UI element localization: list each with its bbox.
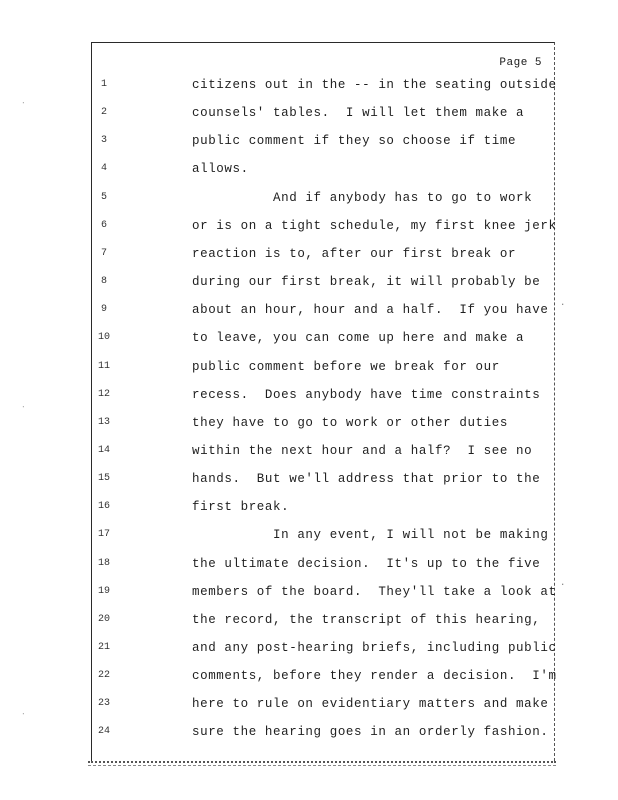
line-number: 12 [97,388,110,400]
line-number: 20 [97,613,110,625]
line-number: 24 [97,726,110,738]
transcript-line-text: hands. But we'll address that prior to the [192,472,541,487]
transcript-line-text: recess. Does anybody have time constraints [192,387,541,402]
transcript-line-text: the ultimate decision. It's up to the five [192,556,541,571]
line-number: 21 [97,642,110,653]
line-number: 5 [100,191,107,203]
line-number: 2 [100,107,107,119]
line-number: 3 [100,135,107,147]
transcript-line-text: the record, the transcript of this hearing, [192,612,541,627]
transcript-line-text: they have to go to work or other duties [192,415,508,430]
line-number: 23 [97,698,110,710]
transcript-line-text: about an hour, hour and a half. If you have [192,303,549,318]
line-number: 14 [97,444,110,456]
line-number: 10 [97,332,110,344]
transcript-line-text: reaction is to, after our first break or [192,246,517,261]
bottom-rule [88,761,556,763]
line-number: 1 [100,79,107,90]
transcript-line-text: citizens out in the -- in the seating outside [192,78,557,92]
transcript-line-text: public comment before we break for our [192,359,500,374]
transcript-line-text: within the next hour and a half? I see no [192,443,533,458]
transcript-line-text: And if anybody has to go to work [192,190,533,205]
line-number: 8 [100,276,107,288]
transcript-line-text: or is on a tight schedule, my first knee jerk [192,218,557,233]
line-number: 6 [100,219,107,231]
transcript-line-text: first break. [192,500,290,515]
bottom-rule-secondary [88,765,556,766]
margin-mark: ᐧ [22,99,25,109]
transcript-line-text: and any post-hearing briefs, including public [192,641,557,655]
line-number: 18 [97,557,110,569]
transcript-line-text: public comment if they so choose if time [192,134,517,149]
line-number: 9 [100,304,107,316]
transcript-line-text: during our first break, it will probably be [192,275,541,290]
margin-mark: ᐧ [22,710,25,720]
margin-mark: · [560,580,566,590]
line-number: 22 [97,670,110,682]
line-number: 7 [100,247,107,259]
margin-mark: ᐧ [22,403,25,413]
line-number: 16 [97,501,110,513]
margin-mark: · [560,300,566,310]
line-number: 11 [97,360,110,372]
page-number-label: Page 5 [499,57,542,69]
transcript-line-text: to leave, you can come up here and make a [192,331,525,346]
line-number: 13 [97,416,110,428]
line-number: 4 [100,163,107,175]
line-number: 19 [97,585,110,597]
line-number: 15 [97,473,110,485]
transcript-line-text: In any event, I will not be making [192,528,549,543]
transcript-line-text: comments, before they render a decision. I'm [192,669,557,684]
transcript-line-text: allows. [192,162,249,177]
transcript-line-text: members of the board. They'll take a look at [192,584,557,599]
transcript-line-text: sure the hearing goes in an orderly fashion. [192,725,549,740]
transcript-line-text: here to rule on evidentiary matters and make [192,697,549,712]
line-number: 17 [97,529,110,541]
transcript-line-text: counsels' tables. I will let them make a [192,106,525,121]
